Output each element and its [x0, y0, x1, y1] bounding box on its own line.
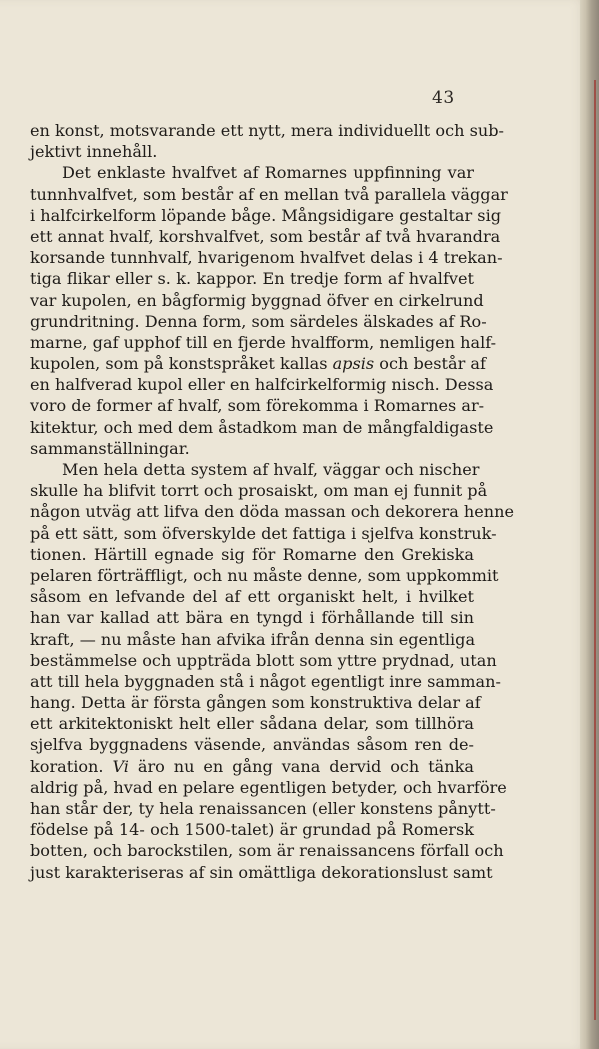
- text-line: grundritning. Denna form, som särdeles älskades af Ro-: [30, 311, 487, 331]
- text-line: tunnhvalfvet, som består af en mellan två parallela väggar: [30, 184, 508, 204]
- text-line: skulle ha blifvit torrt och prosaiskt, om man ej funnit på: [30, 481, 488, 501]
- text-line: hang. Detta är första gången som konstruktiva delar af: [30, 693, 481, 713]
- text-line: en halfverad kupol eller en halfcirkelformig nisch. Dessa: [30, 375, 494, 395]
- text-line: bestämmelse och uppträda blott som yttre prydnad, utan: [30, 650, 497, 670]
- text-line: Men hela detta system af hvalf, väggar och nischer: [62, 460, 480, 479]
- text-line: en konst, motsvarande ett nytt, mera individuellt och sub-: [30, 121, 504, 140]
- text-line: ett annat hvalf, korshvalfvet, som består af två hvarandra: [30, 226, 501, 246]
- page-number: 43: [432, 88, 455, 108]
- text-line: i halfcirkelform löpande båge. Mångsidigare gestaltar sig: [30, 205, 502, 225]
- text-line: botten, och barockstilen, som är renaissancens förfall och: [30, 841, 504, 861]
- text-line: någon utväg att lifva den döda massan och dekorera henne: [30, 502, 515, 522]
- italic-term: Vi: [112, 756, 129, 776]
- text-line: marne, gaf upphof till en fjerde hvalfform, nemligen half-: [30, 332, 497, 352]
- text-line: voro de former af hvalf, som förekomma i Romarnes ar-: [30, 396, 485, 416]
- body-text: [30, 120, 515, 883]
- italic-term: apsis: [332, 354, 375, 374]
- text-line: ett arkitektoniskt helt eller sådana delar, som tillhöra: [30, 714, 474, 734]
- text-line: sammanställningar.: [30, 438, 190, 458]
- text-line: tionen. Härtill egnade sig för Romarne den Grekiska: [30, 544, 474, 564]
- text-line: sjelfva byggnadens väsende, användas såsom ren de-: [30, 735, 474, 755]
- text-line: kraft, — nu måste han afvika ifrån denna sin egentliga: [30, 629, 476, 649]
- text-line: tiga flikar eller s. k. kappor. En tredje form af hvalfvet: [30, 269, 474, 289]
- text-line: kupolen, som på konstspråket kallas apsis och består af: [30, 354, 486, 374]
- text-line: jektivt innehåll.: [30, 142, 158, 162]
- text-line: kitektur, och med dem åstadkom man de mångfaldigaste: [30, 417, 494, 437]
- text-line: han står der, ty hela renaissancen (eller konstens pånytt-: [30, 799, 496, 818]
- text-line: aldrig på, hvad en pelare egentligen betyder, och hvarföre: [30, 777, 507, 797]
- text-line: korsande tunnhvalf, hvarigenom hvalfvet delas i 4 trekan-: [30, 248, 503, 268]
- text-line: koration. Vi äro nu en gång vana dervid och tänka: [30, 756, 474, 776]
- page-edge-stripe: [594, 80, 596, 1020]
- book-spine-edge: [580, 0, 599, 1049]
- text-line: på ett sätt, som öfverskylde det fattiga i sjelfva konstruk-: [30, 523, 497, 543]
- text-line: pelaren förträffligt, och nu måste denne, som uppkommit: [30, 565, 499, 585]
- text-line: var kupolen, en bågformig byggnad öfver en cirkelrund: [30, 290, 484, 310]
- text-line: födelse på 14- och 1500-talet) är grundad på Romersk: [30, 820, 474, 840]
- text-line: just karakteriseras af sin omättliga dekorationslust samt: [30, 862, 493, 882]
- text-line: att till hela byggnaden stå i något egentligt inre samman-: [30, 671, 501, 691]
- text-line: Det enklaste hvalfvet af Romarnes uppfinning var: [62, 163, 474, 183]
- text-line: han var kallad att bära en tyngd i förhållande till sin: [30, 608, 474, 628]
- text-line: såsom en lefvande del af ett organiskt helt, i hvilket: [30, 587, 474, 607]
